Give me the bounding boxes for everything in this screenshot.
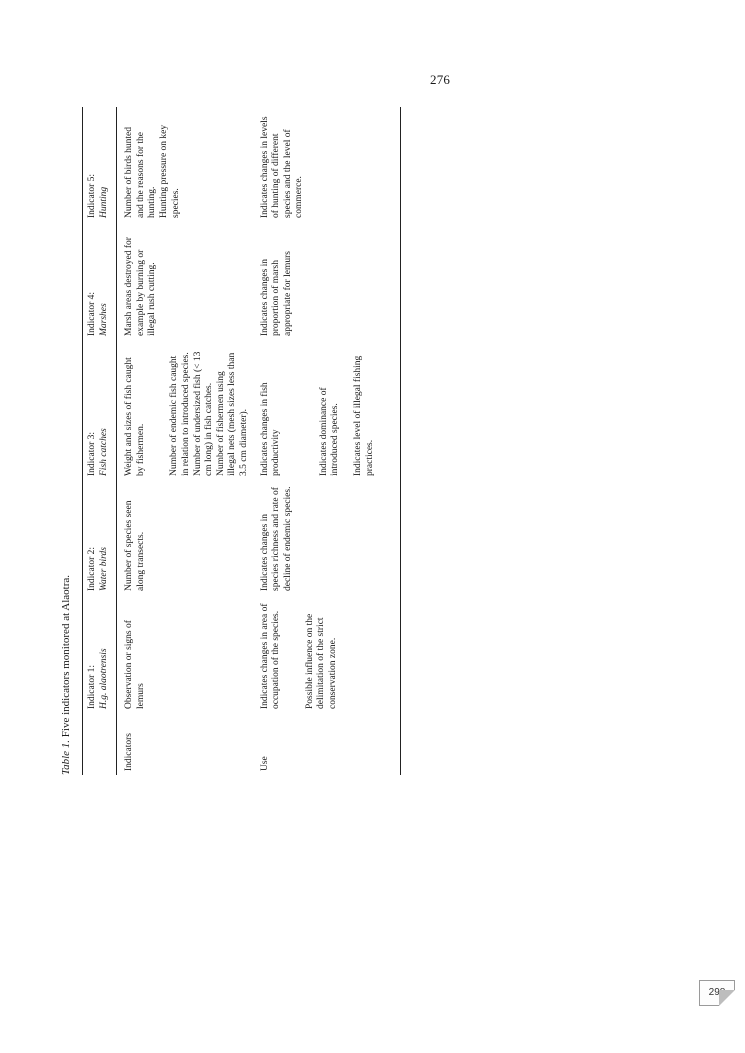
cell-use-1 (251, 595, 401, 713)
page-fold-icon (719, 990, 735, 1006)
row-label-use: Use (259, 756, 270, 771)
cell-use-5 (251, 107, 401, 222)
table-header-row (83, 107, 117, 775)
header-indicator-4 (83, 222, 117, 340)
indicators-table-wrapper (82, 107, 401, 775)
cell-text: Number of fishermen using illegal nets (mesh sizes less than 3.5 cm diameter). (215, 352, 249, 476)
cell-use-4 (251, 222, 401, 340)
header-3-title: Indicator 3: (87, 431, 97, 476)
cell-text: Indicates dominance of introduced species. (318, 387, 341, 476)
header-3-subtitle: Fish catches (98, 428, 109, 476)
header-1-title: Indicator 1: (87, 664, 97, 709)
table-row-use (251, 107, 401, 775)
cell-indicators-3 (117, 340, 251, 480)
header-5-title: Indicator 5: (87, 173, 97, 218)
cell-indicators-4 (117, 222, 251, 340)
cell-text: Indicates changes in proportion of marsh appropriate for lemurs (259, 251, 293, 336)
cell-text: Hunting pressure on key species. (158, 124, 181, 218)
cell-text: Number of species seen along transects. (124, 500, 146, 591)
header-indicator-2 (83, 480, 117, 595)
header-4-title: Indicator 4: (87, 291, 97, 336)
header-5-subtitle: Hunting (98, 186, 109, 218)
cell-indicators-5 (117, 107, 251, 222)
cell-text: Number of endemic fish caught in relation to introduced species. (169, 352, 191, 476)
table-row-indicators (117, 107, 251, 775)
indicators-table (83, 107, 400, 775)
cell-use-3 (251, 340, 401, 480)
header-2-subtitle: Water birds (98, 547, 109, 591)
table-caption-label: Table 1. (60, 739, 72, 775)
header-corner (83, 713, 117, 775)
cell-indicators-2 (117, 480, 251, 595)
cell-text: Possible influence on the delimitation of the strict conservation zone. (304, 613, 338, 709)
cell-indicators-1 (117, 595, 251, 713)
cell-text: Indicates level of illegal fishing practices. (352, 355, 375, 476)
header-indicator-3 (83, 340, 117, 480)
table-caption (60, 575, 72, 775)
header-indicator-5 (83, 107, 117, 222)
cell-text: Number of birds hunted and the reasons for the hunting. (124, 126, 158, 218)
row-label-indicators: Indicators (124, 733, 135, 771)
header-4-subtitle: Marshes (98, 303, 109, 336)
header-2-title: Indicator 2: (87, 546, 97, 591)
header-indicator-1 (83, 595, 117, 713)
cell-text: Indicates changes in fish productivity (259, 382, 282, 476)
cell-text: Indicates changes in species richness and rate of decline of endemic species. (259, 486, 293, 591)
cell-use-2 (251, 480, 401, 595)
cell-text: Number of undersized fish (< 13 cm long) in fish catches. (192, 351, 215, 476)
table-caption-text: Five indicators monitored at Alaotra. (60, 574, 72, 738)
cell-text: Marsh areas destroyed for example by burning or illegal rush cutting. (124, 237, 158, 336)
cell-text: Indicates changes in area of occupation of the species. (259, 603, 282, 709)
cell-text: Observation or signs of lemurs (124, 620, 146, 709)
cell-text: Weight and sizes of fish caught by fishermen. (124, 357, 146, 476)
page-stamp-number: 298 (708, 987, 726, 998)
page-stamp (699, 980, 735, 1006)
header-1-subtitle: H.g. alaotrensis (98, 648, 109, 709)
cell-text: Indicates changes in levels of hunting of different species and the level of commerce. (259, 116, 305, 218)
page-number: 276 (430, 72, 451, 87)
rotated-table-region (60, 105, 430, 775)
